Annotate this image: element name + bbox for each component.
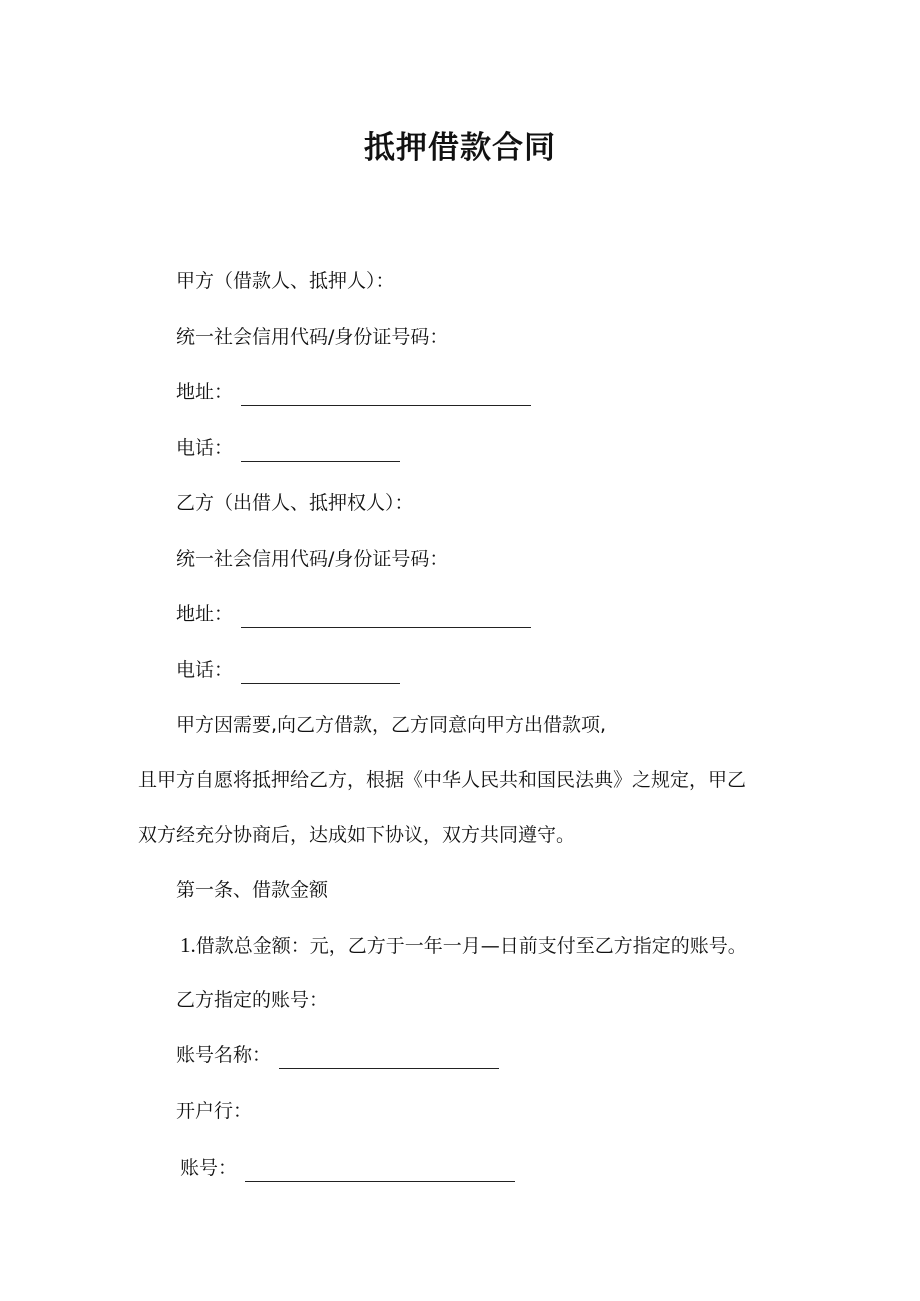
party-a-heading: 甲方（借款人、抵押人）：	[176, 270, 395, 292]
party-a-phone-blank	[241, 439, 400, 462]
party-a-address-label: 地址：	[176, 381, 234, 403]
preamble-line-2: 且甲方自愿将抵押给乙方，根据《中华人民共和国民法典》之规定，甲乙	[138, 769, 747, 791]
party-b-address-row	[176, 600, 531, 628]
party-b-address-label: 地址：	[176, 603, 234, 625]
party-b-heading: 乙方（出借人、抵押权人）：	[176, 492, 414, 514]
account-name-blank	[279, 1046, 499, 1069]
party-b-phone-blank	[241, 661, 400, 684]
party-a-address-row	[176, 378, 531, 406]
preamble-line-1: 甲方因需要,向乙方借款，乙方同意向甲方出借款项,	[176, 714, 607, 736]
party-b-code-label: 统一社会信用代码/身份证号码：	[176, 548, 449, 570]
bank-label: 开户行：	[176, 1100, 253, 1122]
item-1-text: 借款总金额：元，乙方于一年一月—日前支付至乙方指定的账号。	[195, 935, 747, 957]
preamble-line-3: 双方经充分协商后，达成如下协议，双方共同遵守。	[138, 824, 576, 846]
party-b-phone-label: 电话：	[176, 659, 234, 681]
party-b-address-blank	[241, 605, 531, 628]
party-a-code-label: 统一社会信用代码/身份证号码：	[176, 326, 449, 348]
article-1-heading: 第一条、借款金额	[176, 879, 329, 901]
party-a-address-blank	[241, 383, 531, 406]
article-1-item-1	[180, 931, 747, 960]
account-heading: 乙方指定的账号：	[176, 989, 329, 1011]
party-a-phone-label: 电话：	[176, 437, 234, 459]
account-number-blank	[245, 1159, 515, 1182]
item-1-number: 1.	[180, 933, 196, 957]
party-a-phone-row	[176, 434, 400, 462]
account-name-label: 账号名称：	[176, 1044, 272, 1066]
account-name-row	[176, 1041, 499, 1069]
party-b-phone-row	[176, 656, 400, 684]
document-title: 抵押借款合同	[364, 130, 556, 166]
account-number-row	[180, 1154, 515, 1182]
account-number-label: 账号：	[180, 1157, 238, 1179]
